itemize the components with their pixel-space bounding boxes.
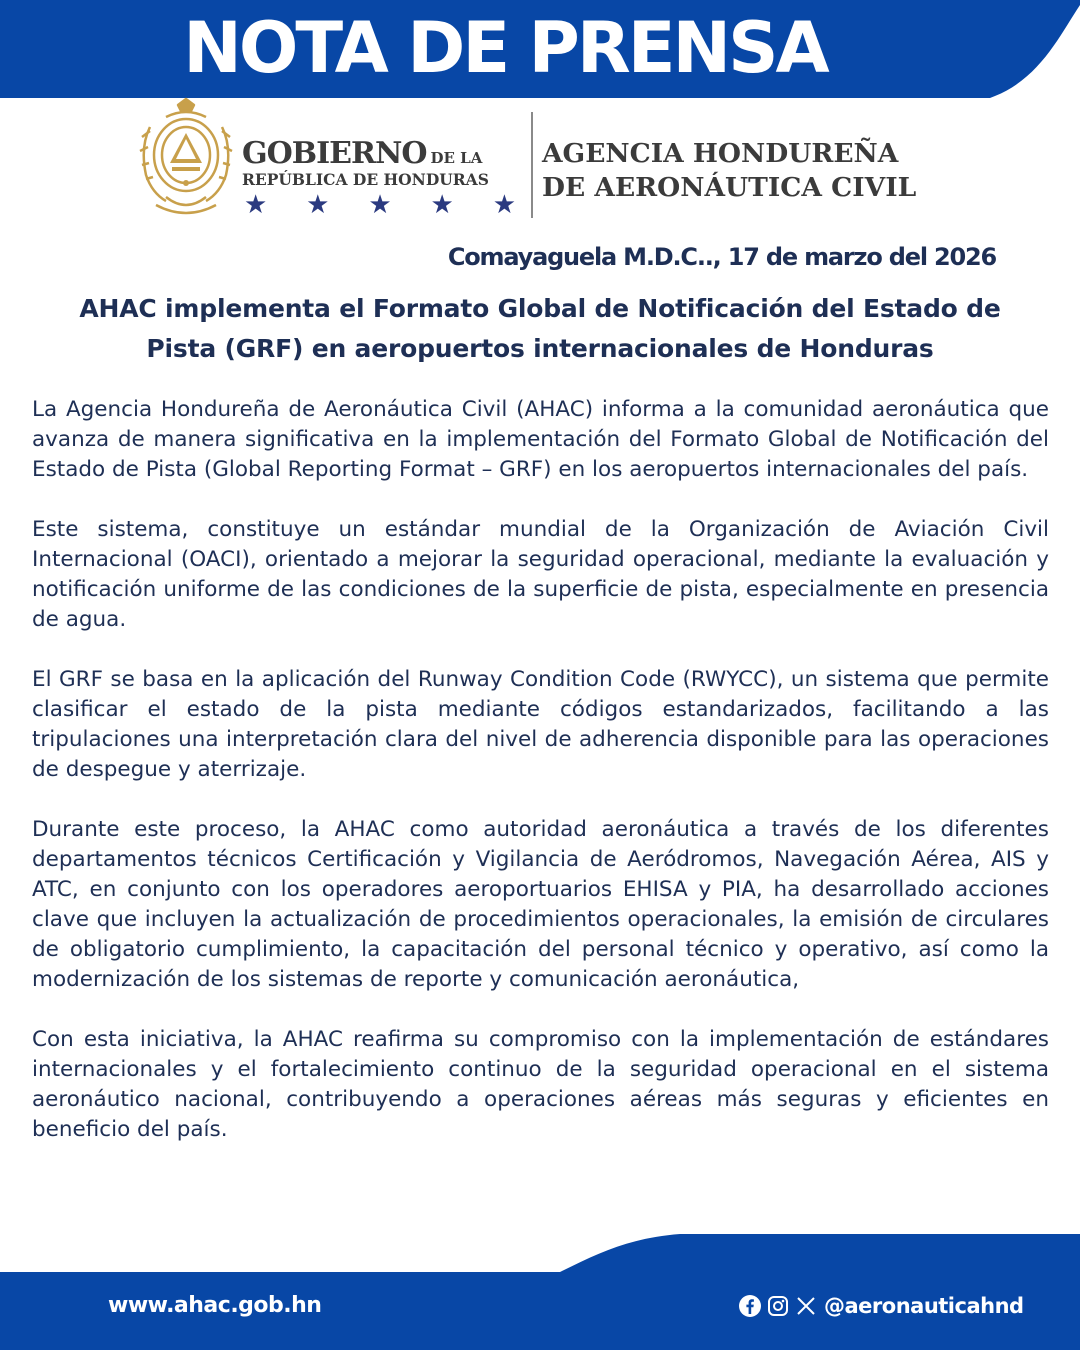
government-stars	[244, 190, 516, 220]
social-links	[738, 1290, 1024, 1322]
agency-name-line2: DE AERONÁUTICA CIVIL	[542, 172, 917, 203]
government-republic: REPÚBLICA DE HONDURAS	[242, 170, 489, 189]
logo-divider	[531, 112, 533, 218]
star-icon: ★	[430, 190, 454, 220]
social-handle[interactable]: @aeronauticahnd	[824, 1294, 1024, 1318]
agency-name-line1: AGENCIA HONDUREÑA	[542, 138, 899, 169]
headline	[40, 289, 1040, 369]
body-paragraph: Durante este proceso, la AHAC como autoridad aeronáutica a través de los diferentes departamentos técnicos Certificación y Vigilancia de Aeródromos, Navegación Aérea, AIS y ATC, en conjunto con los operadores aeroportuarios EHISA y PIA, ha desarrollado acciones clave que incluyen la actualización de procedimientos operacionales, la emisión de circulares de obligatorio cumplimiento, la capacitación del personal técnico y operativo, así como la modernización de los sistemas de reporte y comunicación aeronáutica,	[32, 817, 1049, 992]
star-icon: ★	[244, 190, 268, 220]
x-icon[interactable]	[794, 1294, 818, 1318]
headline-line1: AHAC implementa el Formato Global de Notificación del Estado de	[79, 294, 1001, 323]
agency-logo-name	[542, 137, 916, 205]
star-icon: ★	[492, 190, 516, 220]
coat-of-arms-icon	[136, 97, 236, 219]
body-paragraph: La Agencia Hondureña de Aeronáutica Civil (AHAC) informa a la comunidad aeronáutica que avanza de manera significativa en la implementación del Formato Global de Notificación del Estado de Pista (Global Reporting Format – GRF) en los aeropuertos internacionales del país.	[32, 397, 1049, 482]
government-word: GOBIERNO	[242, 136, 427, 171]
star-icon: ★	[306, 190, 330, 220]
instagram-icon[interactable]	[766, 1294, 790, 1318]
star-icon: ★	[368, 190, 392, 220]
headline-line2: Pista (GRF) en aeropuertos internacionales de Honduras	[146, 334, 934, 363]
government-de-la: DE LA	[430, 149, 483, 167]
header-title: NOTA DE PRENSA	[183, 7, 827, 89]
body-paragraph: Este sistema, constituye un estándar mundial de la Organización de Aviación Civil Internacional (OACI), orientado a mejorar la seguridad operacional, mediante la evaluación y notificación uniforme de las condiciones de la superficie de pista, especialmente en presencia de agua.	[32, 517, 1049, 632]
facebook-icon[interactable]	[738, 1294, 762, 1318]
dateline: Comayaguela M.D.C.., 17 de marzo del 2026	[447, 243, 996, 271]
body-paragraph: El GRF se basa en la aplicación del Runway Condition Code (RWYCC), un sistema que permite clasificar el estado de la pista mediante códigos estandarizados, facilitando a las tripulaciones una interpretación clara del nivel de adherencia disponible para las operaciones de despegue y aterrizaje.	[32, 667, 1049, 782]
header-banner	[0, 0, 1080, 100]
website-link[interactable]: www.ahac.gob.hn	[108, 1293, 322, 1318]
article-body	[32, 395, 1049, 1175]
body-paragraph: Con esta iniciativa, la AHAC reafirma su compromiso con la implementación de estándares internacionales y el fortalecimiento continuo de la seguridad operacional en el sistema aeronáutico nacional, contribuyendo a operaciones aéreas más seguras y eficientes en beneficio del país.	[32, 1027, 1049, 1142]
